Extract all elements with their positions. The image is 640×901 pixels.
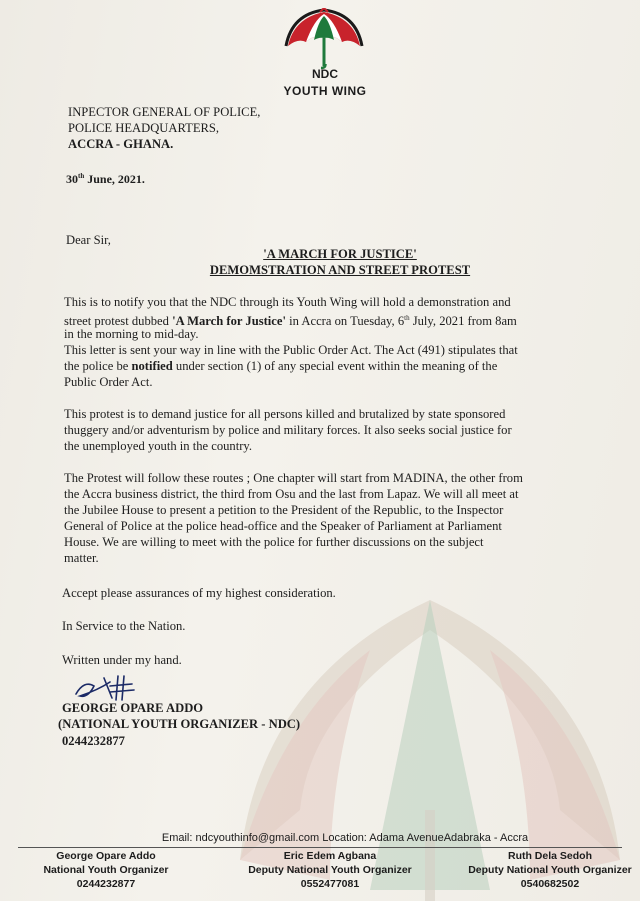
p1-line-2d: July, 2021 from 8am bbox=[409, 314, 517, 329]
letter-date bbox=[66, 168, 145, 187]
p1-line-2c: in Accra on Tuesday, 6 bbox=[286, 314, 405, 329]
footer-person-3 bbox=[460, 849, 640, 891]
footer-contact: Email: ndcyouthinfo@gmail.com Location: Adama AvenueAdabraka - Accra bbox=[161, 832, 529, 844]
date-suffix: th bbox=[78, 172, 85, 180]
recipient-line-3: ACCRA - GHANA. bbox=[68, 137, 174, 151]
written-line: Written under my hand. bbox=[62, 653, 182, 667]
signatory-title: (NATIONAL YOUTH ORGANIZER - NDC) bbox=[58, 717, 301, 731]
footer-person-3-role: Deputy National Youth Organizer bbox=[468, 864, 632, 876]
paragraph-notice bbox=[64, 294, 592, 390]
p3-line-3: the Jubilee House to present a petition to the President of the Republic, to the Inspector bbox=[64, 503, 504, 517]
date-day: 30 bbox=[66, 172, 78, 186]
p1-line-2 bbox=[64, 310, 592, 329]
recipient-address bbox=[68, 104, 260, 152]
paragraph-routes bbox=[64, 470, 592, 566]
recipient-line-2: POLICE HEADQUARTERS, bbox=[68, 121, 220, 135]
footer-person-2-role: Deputy National Youth Organizer bbox=[248, 864, 412, 876]
p1-line-6: Public Order Act. bbox=[64, 375, 153, 389]
wing-name: YOUTH WING bbox=[283, 84, 367, 98]
ndc-umbrella-logo-icon bbox=[284, 8, 364, 70]
footer-person-1 bbox=[26, 849, 186, 891]
signatory-name: GEORGE OPARE ADDO bbox=[62, 701, 204, 715]
signatory-phone: 0244232877 bbox=[62, 734, 125, 748]
p1-line-4: This letter is sent your way in line with the Public Order Act. The Act (491) stipulates that bbox=[64, 343, 518, 357]
footer-divider bbox=[18, 847, 622, 848]
service-line: In Service to the Nation. bbox=[62, 619, 186, 633]
p1-line-2a: street protest dubbed bbox=[64, 314, 173, 329]
p1-line-1: This is to notify you that the NDC through its Youth Wing will hold a demonstration and bbox=[64, 295, 511, 309]
footer-person-3-name: Ruth Dela Sedoh bbox=[507, 850, 592, 862]
subject-heading-1: 'A MARCH FOR JUSTICE' bbox=[263, 247, 417, 261]
footer-person-1-role: National Youth Organizer bbox=[43, 864, 169, 876]
p3-line-2: the Accra business district, the third from Osu and the last from Lapaz. We will all meet at bbox=[64, 487, 519, 501]
p2-line-1: This protest is to demand justice for all persons killed and brutalized by state sponsored bbox=[64, 407, 506, 421]
p3-line-5: House. We are willing to meet with the police for further discussions on the subject bbox=[64, 535, 484, 549]
p1-line-5 bbox=[64, 358, 592, 374]
salutation: Dear Sir, bbox=[66, 233, 111, 247]
notified-word: notified bbox=[131, 359, 173, 373]
footer-person-3-phone: 0540682502 bbox=[520, 878, 580, 890]
p2-line-2: thuggery and/or adventurism by police and military forces. It also seeks social justice for bbox=[64, 423, 512, 437]
p3-line-6: matter. bbox=[64, 551, 99, 565]
p1-line-2-sup: th bbox=[404, 314, 410, 322]
p1-line-3: in the morning to mid-day. bbox=[64, 327, 199, 341]
footer-person-2-phone: 0552477081 bbox=[300, 878, 360, 890]
date-rest: June, 2021. bbox=[84, 172, 145, 186]
p2-line-3: the unemployed youth in the country. bbox=[64, 439, 253, 453]
footer-person-1-name: George Opare Addo bbox=[56, 850, 156, 862]
subject-heading-2: DEMOMSTRATION AND STREET PROTEST bbox=[209, 263, 471, 277]
footer-person-2 bbox=[240, 849, 420, 891]
paragraph-purpose bbox=[64, 406, 592, 454]
org-name: NDC bbox=[312, 67, 338, 81]
p3-line-1: The Protest will follow these routes ; One chapter will start from MADINA, the other from bbox=[64, 471, 523, 485]
footer-person-2-name: Eric Edem Agbana bbox=[283, 850, 377, 862]
p3-line-4: General of Police at the police head-office and the Speaker of Parliament at Parliament bbox=[64, 519, 502, 533]
recipient-line-1: INPECTOR GENERAL OF POLICE, bbox=[68, 105, 261, 119]
closing-line: Accept please assurances of my highest consideration. bbox=[62, 586, 336, 600]
footer-person-1-phone: 0244232877 bbox=[76, 878, 136, 890]
march-title: 'A March for Justice' bbox=[172, 314, 286, 329]
p1-line-5c: under section (1) of any special event within the meaning of the bbox=[172, 359, 498, 373]
p1-line-5a: the police be bbox=[64, 359, 132, 373]
